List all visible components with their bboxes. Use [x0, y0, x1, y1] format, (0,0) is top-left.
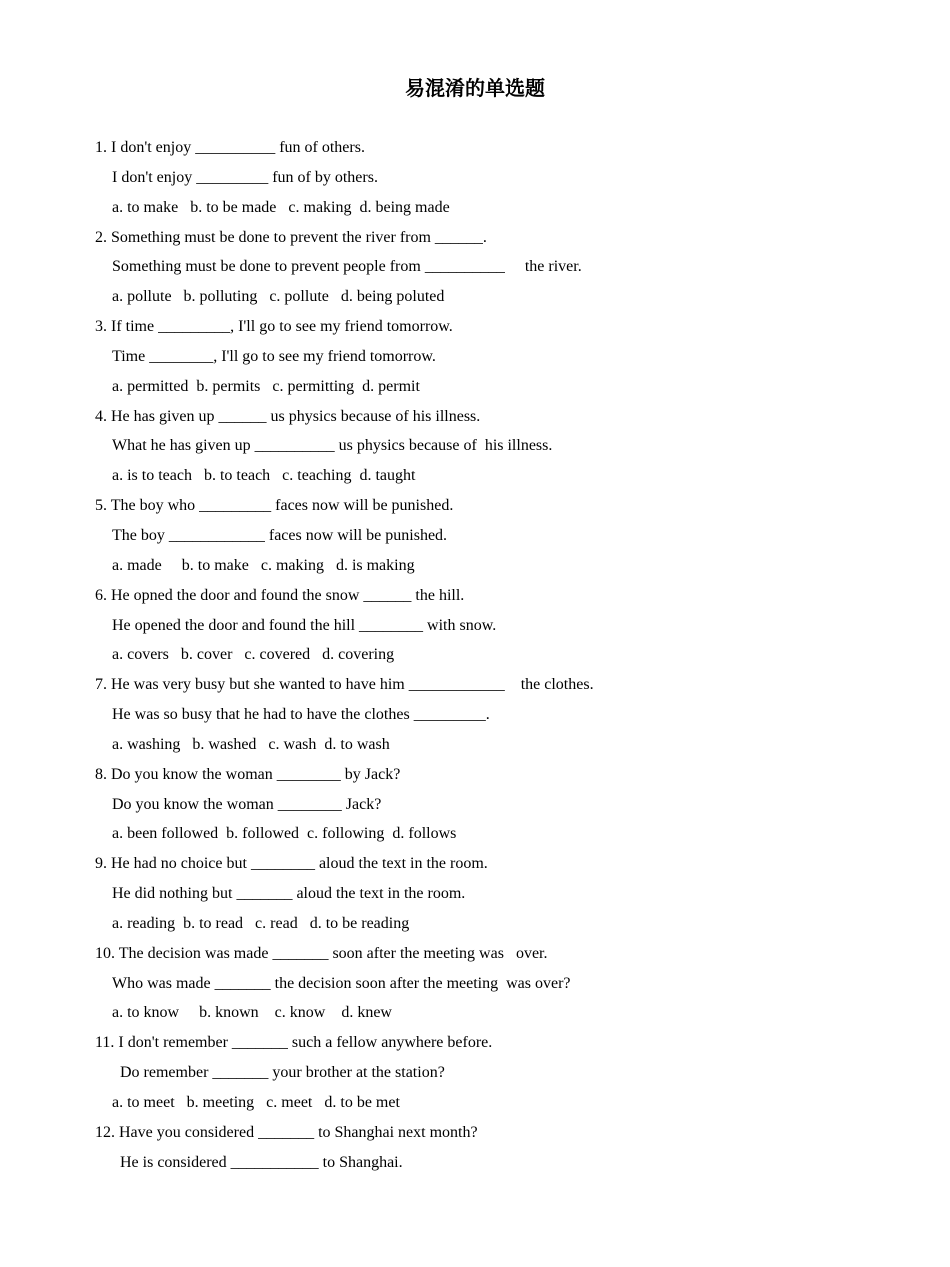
question-2-options: a. pollute b. polluting c. pollute d. being poluted [112, 288, 445, 306]
question-7-variant: He was so busy that he had to have the clothes _________. [112, 706, 490, 724]
question-4-options: a. is to teach b. to teach c. teaching d. taught [112, 467, 416, 485]
question-5-variant: The boy ____________ faces now will be punished. [112, 526, 448, 544]
question-10-prompt: 10. The decision was made _______ soon after the meeting was over. [95, 944, 548, 962]
question-8-variant: Do you know the woman ________ Jack? [112, 795, 382, 813]
question-6-variant: He opened the door and found the hill ________ with snow. [112, 616, 497, 634]
page-title: 易混淆的单选题 [405, 76, 545, 100]
question-6-prompt: 6. He opned the door and found the snow ______ the hill. [95, 586, 465, 604]
question-11-variant: Do remember _______ your brother at the station? [120, 1064, 445, 1082]
question-10-variant: Who was made _______ the decision soon after the meeting was over? [112, 974, 571, 992]
question-5-options: a. made b. to make c. making d. is making [112, 556, 415, 574]
question-1-variant: I don't enjoy _________ fun of by others. [112, 168, 378, 186]
question-list [95, 136, 895, 1181]
question-5-prompt: 5. The boy who _________ faces now will be punished. [95, 497, 454, 515]
question-10-options: a. to know b. known c. know d. knew [112, 1004, 392, 1022]
question-2-variant: Something must be done to prevent people from __________ the river. [112, 258, 582, 276]
question-2-prompt: 2. Something must be done to prevent the river from ______. [95, 228, 487, 246]
question-11-options: a. to meet b. meeting c. meet d. to be met [112, 1094, 400, 1111]
question-3-options: a. permitted b. permits c. permitting d. permit [112, 377, 420, 395]
question-7-options: a. washing b. washed c. wash d. to wash [112, 735, 390, 753]
question-12-prompt: 12. Have you considered _______ to Shanghai next month? [95, 1123, 478, 1141]
question-1-prompt: 1. I don't enjoy __________ fun of others. [95, 139, 365, 156]
question-4-prompt: 4. He has given up ______ us physics because of his illness. [95, 407, 481, 425]
question-6-options: a. covers b. cover c. covered d. covering [112, 646, 395, 664]
question-12-variant: He is considered ___________ to Shanghai. [120, 1153, 403, 1171]
question-9-variant: He did nothing but _______ aloud the text in the room. [112, 885, 466, 903]
question-1-options: a. to make b. to be made c. making d. being made [112, 198, 450, 216]
question-9-options: a. reading b. to read c. read d. to be reading [112, 914, 410, 932]
question-7-prompt: 7. He was very busy but she wanted to have him ____________ the clothes. [95, 676, 594, 694]
question-9-prompt: 9. He had no choice but ________ aloud the text in the room. [95, 855, 488, 873]
question-8-options: a. been followed b. followed c. following d. follows [112, 825, 457, 843]
question-4-variant: What he has given up __________ us physics because of his illness. [112, 437, 553, 455]
question-11-prompt: 11. I don't remember _______ such a fellow anywhere before. [95, 1034, 493, 1052]
question-3-variant: Time ________, I'll go to see my friend tomorrow. [112, 347, 436, 365]
question-8-prompt: 8. Do you know the woman ________ by Jack? [95, 765, 401, 783]
question-3-prompt: 3. If time _________, I'll go to see my friend tomorrow. [95, 318, 453, 336]
